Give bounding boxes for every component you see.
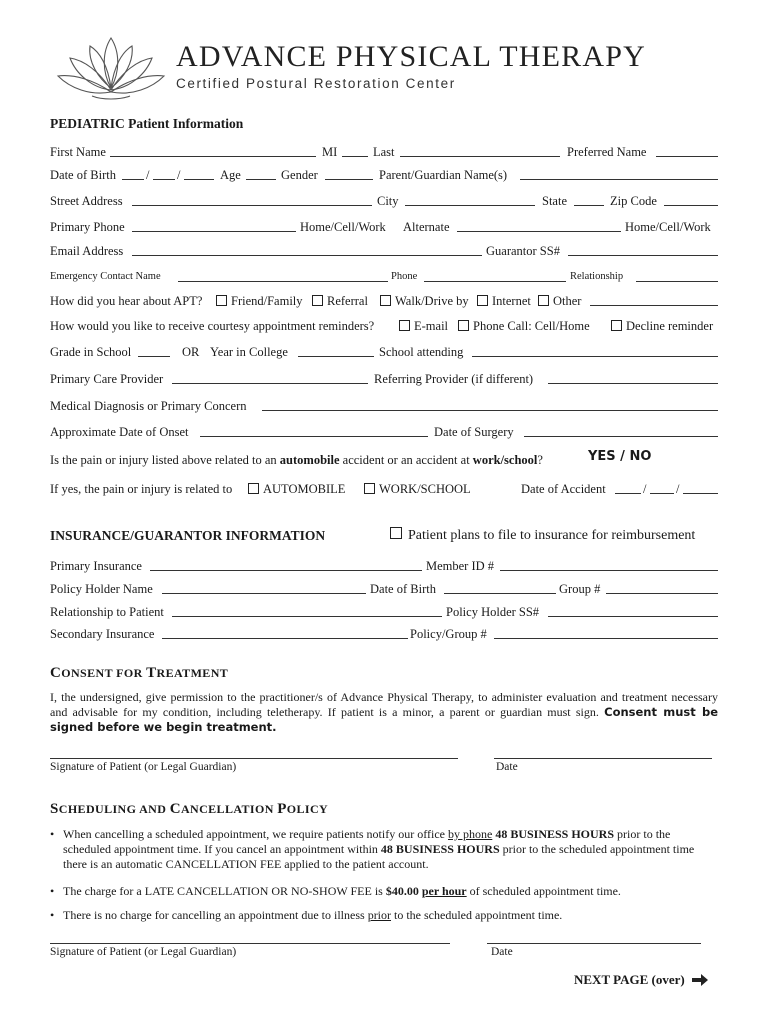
primary-phone-field[interactable] [132, 218, 296, 232]
checkbox-icon[interactable] [312, 295, 323, 306]
zip-field[interactable] [664, 192, 718, 206]
alternate-label: Alternate [403, 220, 450, 234]
city-field[interactable] [405, 192, 535, 206]
preferred-name-field[interactable] [656, 143, 718, 157]
insurance-section-title: INSURANCE/GUARANTOR INFORMATION [50, 528, 326, 543]
consent-signature-label: Signature of Patient (or Legal Guardian) [50, 761, 237, 773]
row-referral-source [50, 292, 718, 310]
hear-option-internet[interactable]: Internet [471, 292, 531, 310]
guarantor-ss-label: Guarantor SS# [486, 244, 560, 258]
row-onset [50, 423, 718, 441]
row-policy-holder [50, 580, 718, 598]
hear-other-field[interactable] [590, 292, 718, 306]
guarantor-ss-field[interactable] [568, 242, 718, 256]
row-providers [50, 370, 718, 388]
row-automobile-question [50, 451, 718, 469]
group-field[interactable] [606, 580, 718, 594]
street-label: Street Address [50, 194, 123, 208]
row-address [50, 192, 718, 210]
surgery-field[interactable] [524, 423, 718, 437]
brand-name: ADVANCE PHYSICAL THERAPY [176, 40, 646, 73]
emergency-contact-field[interactable] [178, 268, 388, 282]
secondary-insurance-field[interactable] [162, 625, 408, 639]
arrow-right-icon [692, 974, 708, 986]
first-name-label: First Name [50, 145, 106, 159]
row-phone [50, 218, 718, 236]
row-diagnosis [50, 397, 718, 415]
lotus-logo-icon [52, 30, 170, 106]
row-school [50, 343, 718, 361]
row-primary-insurance [50, 557, 718, 575]
referring-field[interactable] [548, 370, 718, 384]
diagnosis-field[interactable] [262, 397, 718, 411]
holder-dob-label: Date of Birth [370, 582, 436, 596]
if-yes-label: If yes, the pain or injury is related to [50, 482, 233, 496]
state-field[interactable] [574, 192, 604, 206]
onset-label: Approximate Date of Onset [50, 425, 189, 439]
emergency-relationship-field[interactable] [636, 268, 718, 282]
holder-ss-label: Policy Holder SS# [446, 605, 540, 619]
checkbox-icon[interactable] [364, 483, 375, 494]
gender-label: Gender [281, 168, 318, 182]
year-college-field[interactable] [298, 343, 374, 357]
reminder-option-email[interactable]: E-mail [393, 317, 448, 335]
accident-month-field[interactable] [615, 480, 641, 494]
checkbox-icon[interactable] [216, 295, 227, 306]
reminder-option-phone[interactable]: Phone Call: Cell/Home [452, 317, 590, 335]
age-label: Age [220, 168, 241, 182]
grade-field[interactable] [138, 343, 170, 357]
policy-title: SCHEDULING AND CANCELLATION POLICY [50, 801, 329, 817]
next-page-note: NEXT PAGE (over) [574, 972, 708, 988]
gender-field[interactable] [325, 166, 373, 180]
emergency-phone-field[interactable] [424, 268, 566, 282]
dob-month-field[interactable] [122, 166, 144, 180]
policy-group-field[interactable] [494, 625, 718, 639]
accident-day-field[interactable] [650, 480, 674, 494]
row-emergency [50, 268, 718, 286]
holder-label: Policy Holder Name [50, 582, 153, 596]
holder-field[interactable] [162, 580, 366, 594]
checkbox-icon[interactable] [390, 527, 402, 539]
policy-date-line[interactable] [487, 942, 701, 944]
year-college-label: Year in College [210, 345, 288, 359]
checkbox-icon[interactable] [458, 320, 469, 331]
policy-signature-label: Signature of Patient (or Legal Guardian) [50, 946, 237, 958]
or-label: OR [182, 345, 200, 359]
emergency-relationship-label: Relationship [570, 271, 624, 282]
hear-option-referral[interactable]: Referral [306, 292, 368, 310]
hear-option-other[interactable]: Other [532, 292, 581, 310]
holder-dob-field[interactable] [444, 580, 556, 594]
policy-bullet-3: • There is no charge for cancelling an appointment due to illness prior to the scheduled appointment time. [50, 908, 563, 922]
row-dob: Date of Birth / / Age Gender Parent/Guardian Name(s) [50, 166, 718, 184]
dob-year-field[interactable] [184, 166, 214, 180]
preferred-name-label: Preferred Name [567, 145, 647, 159]
hear-question: How did you hear about APT? [50, 294, 203, 308]
zip-label: Zip Code [610, 194, 657, 208]
checkbox-icon[interactable] [248, 483, 259, 494]
dob-day-field[interactable] [153, 166, 175, 180]
consent-date-label: Date [496, 761, 518, 773]
parent-guardian-label: Parent/Guardian Name(s) [379, 168, 508, 182]
row-relationship [50, 603, 718, 621]
policy-bullet-1: • When cancelling a scheduled appointment, we require patients notify our office by phone 48 BUSINESS HOURS prior to the scheduled appointment time. If you cancel an appointment within 48 BUSINESS HOURS prior to the scheduled appointment time there is an automatic CANCELLATION FEE applied to the patient account. [50, 827, 695, 871]
school-field[interactable] [472, 343, 718, 357]
dob-label: Date of Birth [50, 168, 116, 182]
checkbox-icon[interactable] [477, 295, 488, 306]
hear-option-friend[interactable]: Friend/Family [210, 292, 303, 310]
parent-guardian-field[interactable] [520, 166, 718, 180]
consent-date-line[interactable] [494, 757, 712, 759]
reminder-question: How would you like to receive courtesy appointment reminders? [50, 319, 375, 333]
patient-section-title: PEDIATRIC Patient Information [50, 116, 244, 131]
row-secondary-insurance [50, 625, 718, 643]
city-label: City [377, 194, 399, 208]
phone-type-label-1: Home/Cell/Work [300, 220, 386, 234]
hear-option-walk[interactable]: Walk/Drive by [374, 292, 469, 310]
state-label: State [542, 194, 567, 208]
member-id-field[interactable] [500, 557, 718, 571]
diagnosis-label: Medical Diagnosis or Primary Concern [50, 399, 247, 413]
last-name-field[interactable] [400, 143, 560, 157]
consent-title: CONSENT FOR TREATMENT [50, 665, 229, 681]
first-name-field[interactable] [110, 143, 316, 157]
checkbox-icon[interactable] [611, 320, 622, 331]
onset-field[interactable] [200, 423, 428, 437]
relationship-field[interactable] [172, 603, 442, 617]
accident-date-label: Date of Accident [521, 482, 606, 496]
consent-text: I, the undersigned, give permission to the practitioner/s of Advance Physical Therapy, to administer evaluation and treatment necessary and advisable for my condition, including teletherapy. If patient is a minor, a parent or guardian must sign. Consent must be signed before we begin treatment. [50, 690, 718, 734]
self-file-option[interactable]: Patient plans to file to insurance for reimbursement [390, 527, 695, 544]
emergency-phone-label: Phone [391, 271, 418, 282]
accident-option-auto[interactable]: AUTOMOBILE [242, 480, 345, 498]
primary-phone-label: Primary Phone [50, 220, 125, 234]
school-label: School attending [379, 345, 464, 359]
reminder-option-decline[interactable]: Decline reminder [605, 317, 713, 335]
primary-insurance-field[interactable] [150, 557, 422, 571]
referring-label: Referring Provider (if different) [374, 372, 534, 386]
checkbox-icon[interactable] [380, 295, 391, 306]
surgery-label: Date of Surgery [434, 425, 514, 439]
group-label: Group # [559, 582, 601, 596]
pcp-field[interactable] [172, 370, 368, 384]
auto-question: Is the pain or injury listed above related to an automobile accident or an accident at work/school? [50, 453, 543, 467]
grade-label: Grade in School [50, 345, 132, 359]
member-id-label: Member ID # [426, 559, 495, 573]
row-name [50, 143, 718, 161]
consent-signature-line[interactable] [50, 757, 458, 759]
brand-tagline: Certified Postural Restoration Center [176, 76, 456, 91]
email-label: Email Address [50, 244, 124, 258]
policy-date-label: Date [491, 946, 513, 958]
email-field[interactable] [132, 242, 482, 256]
row-accident-type: If yes, the pain or injury is related to AUTOMOBILE WORK/SCHOOL Date of Accident / / [50, 480, 718, 498]
secondary-insurance-label: Secondary Insurance [50, 627, 155, 641]
street-field[interactable] [132, 192, 372, 206]
last-name-label: Last [373, 145, 395, 159]
holder-ss-field[interactable] [548, 603, 718, 617]
checkbox-icon[interactable] [538, 295, 549, 306]
accident-year-field[interactable] [683, 480, 718, 494]
yes-no-choice[interactable]: YES / NO [588, 449, 652, 464]
checkbox-icon[interactable] [399, 320, 410, 331]
policy-group-label: Policy/Group # [410, 627, 487, 641]
emergency-contact-label: Emergency Contact Name [50, 271, 161, 282]
primary-insurance-label: Primary Insurance [50, 559, 142, 573]
relationship-label: Relationship to Patient [50, 605, 164, 619]
phone-type-label-2: Home/Cell/Work [625, 220, 711, 234]
age-field[interactable] [246, 166, 276, 180]
pcp-label: Primary Care Provider [50, 372, 164, 386]
alternate-phone-field[interactable] [457, 218, 621, 232]
mi-label: MI [322, 145, 338, 159]
row-email [50, 242, 718, 260]
mi-field[interactable] [342, 143, 368, 157]
accident-option-work[interactable]: WORK/SCHOOL [358, 480, 471, 498]
policy-signature-line[interactable] [50, 942, 450, 944]
policy-bullet-2: • The charge for a LATE CANCELLATION OR NO-SHOW FEE is $40.00 per hour of scheduled appointment time. [50, 884, 621, 898]
row-reminders [50, 317, 718, 335]
